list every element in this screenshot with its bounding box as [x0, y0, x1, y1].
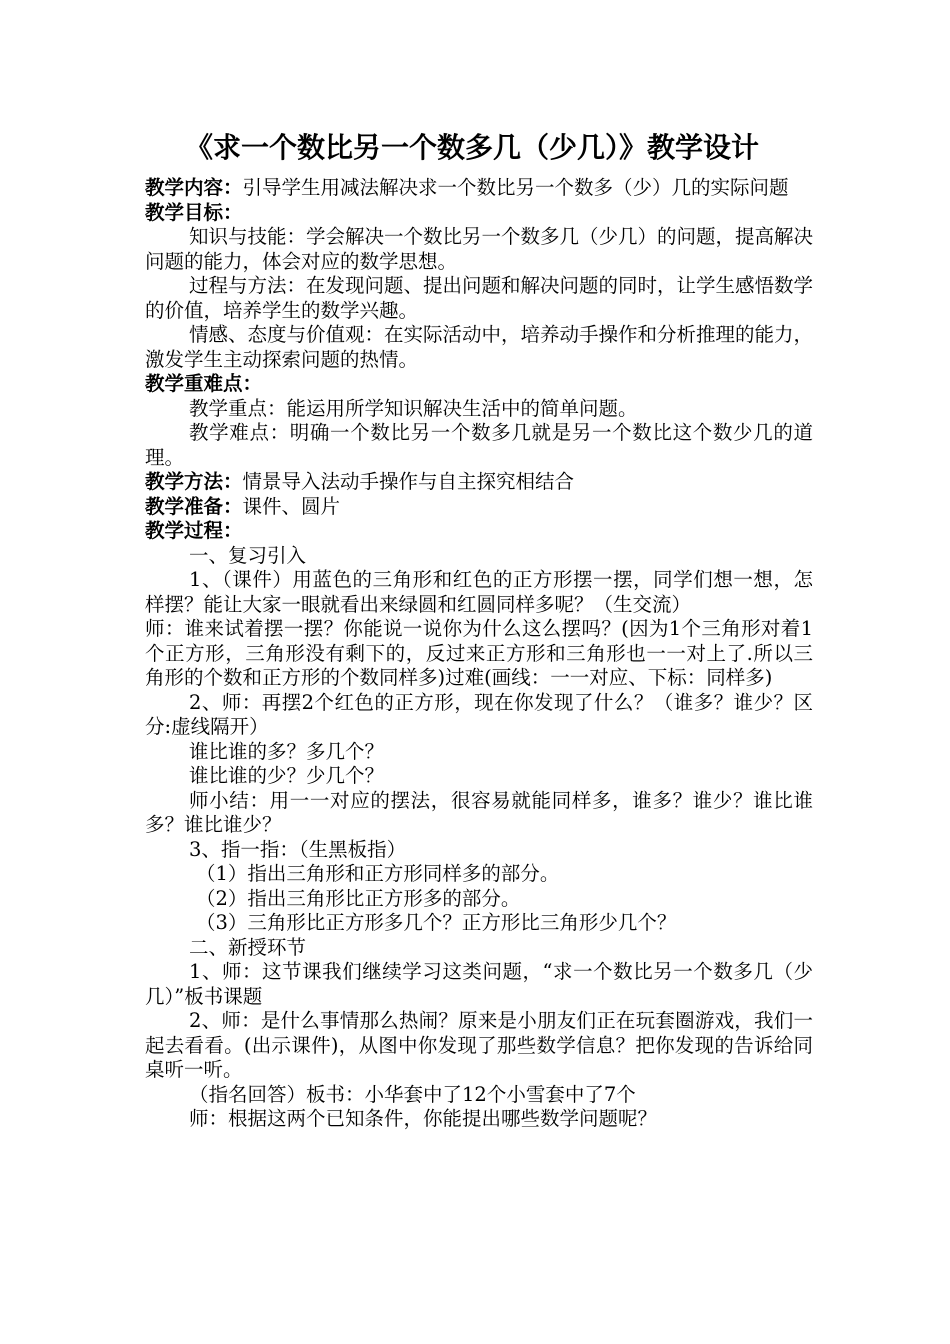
teaching-process-label: 教学过程： — [145, 519, 243, 542]
teaching-prep-label: 教学准备： — [145, 494, 243, 518]
process-list-item: （1）指出三角形和正方形同样多的部分。 — [196, 862, 560, 885]
goal-emotion: 情感、态度与价值观：在实际活动中，培养动手操作和分析推理的能力，激发学生主动探索问题的热情。 — [145, 323, 814, 371]
process-paragraph: 谁比谁的少？少几个？ — [189, 764, 385, 787]
teaching-prep-text: 课件、圆片 — [242, 494, 341, 518]
process-section-2: 二、新授环节 — [189, 935, 307, 959]
teaching-content — [145, 176, 813, 201]
goal-process: 过程与方法：在发现问题、提出问题和解决问题的同时，让学生感悟数学的价值，培养学生的数学兴趣。 — [145, 274, 814, 322]
teaching-prep — [145, 495, 813, 520]
process-paragraph: 1、（课件）用蓝色的三角形和红色的正方形摆一摆，同学们想一想，怎样摆？能让大家一眼就看出来绿圆和红圆同样多呢？（生交流） — [145, 568, 813, 616]
process-paragraph: 2、师：再摆2个红色的正方形，现在你发现了什么？（谁多？谁少？区分:虚线隔开） — [145, 690, 813, 738]
teaching-content-label: 教学内容： — [145, 176, 243, 199]
document-title: 《求一个数比另一个数多几（少几）》教学设计 — [185, 131, 760, 164]
process-paragraph: 2、师：是什么事情那么热闹？原来是小朋友们正在玩套圈游戏，我们一起去看看。(出示课件)，从图中你发现了那些数学信息？把你发现的告诉给同桌听一听。 — [145, 1009, 813, 1081]
key-points-label: 教学重难点： — [145, 372, 263, 395]
teaching-content-text: 引导学生用减法解决求一个数比另一个数多（少）几的实际问题 — [242, 176, 789, 199]
teaching-goals-label: 教学目标： — [145, 200, 243, 224]
goal-knowledge: 知识与技能：学会解决一个数比另一个数多几（少几）的问题，提高解决问题的能力，体会对应的数学思想。 — [145, 225, 814, 273]
process-list-item: （2）指出三角形比正方形多的部分。 — [196, 886, 521, 910]
process-paragraph: 师：谁来试着摆一摆？你能说一说你为什么这么摆吗？(因为1个三角形对着1个正方形，三角形没有剩下的，反过来正方形和三角形也一一对上了.所以三角形的个数和正方形的个数同样多)过难(画线：一一对应、下标：同样多) — [145, 617, 813, 689]
process-section-1: 一、复习引入 — [189, 543, 307, 567]
process-paragraph: 谁比谁的多？多几个？ — [189, 739, 385, 763]
teaching-method-label: 教学方法： — [145, 470, 243, 493]
document-page — [145, 128, 813, 1132]
process-paragraph: 3、指一指：（生黑板指） — [189, 837, 407, 861]
teaching-method-text: 情景导入法动手操作与自主探究相结合 — [242, 470, 575, 493]
key-point: 教学重点：能运用所学知识解决生活中的简单问题。 — [189, 396, 638, 420]
process-paragraph: （指名回答）板书：小华套中了12个小雪套中了7个 — [189, 1082, 636, 1106]
process-paragraph: 1、师：这节课我们继续学习这类问题，“求一个数比另一个数多几（少几）”板书课题 — [145, 960, 813, 1008]
process-paragraph: 师小结：用一一对应的摆法，很容易就能同样多，谁多？谁少？谁比谁多？谁比谁少？ — [145, 788, 813, 836]
difficult-point: 教学难点：明确一个数比另一个数多几就是另一个数比这个数少几的道理。 — [145, 421, 813, 469]
teaching-method — [145, 470, 813, 495]
process-paragraph: 师：根据这两个已知条件，你能提出哪些数学问题呢？ — [189, 1107, 658, 1130]
process-list-item: （3）三角形比正方形多几个？正方形比三角形少几个？ — [196, 911, 677, 934]
